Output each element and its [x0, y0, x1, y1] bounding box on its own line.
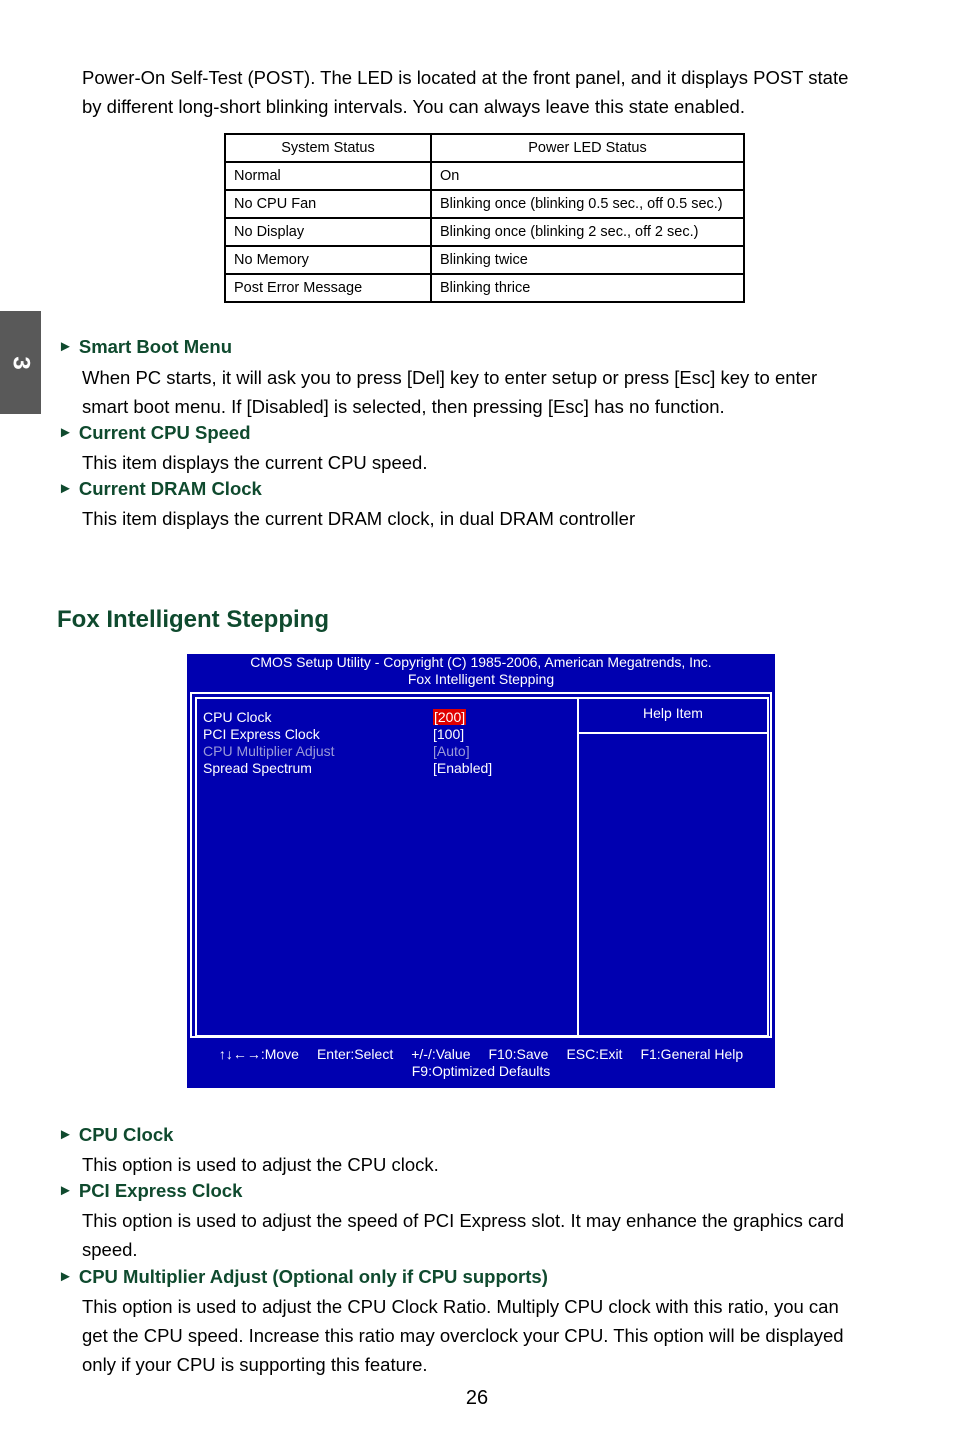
bios-setup-screen	[187, 654, 775, 1088]
key-hint-value: +/-/:Value	[411, 1046, 471, 1062]
bios-frame	[190, 692, 772, 1038]
bios-subtitle: Fox Intelligent Stepping	[407, 671, 555, 687]
bios-title: CMOS Setup Utility - Copyright (C) 1985-2006, American Megatrends, Inc.	[250, 654, 712, 670]
chapter-tab	[0, 311, 41, 414]
section-text: When PC starts, it will ask you to press [Del] key to enter setup or press [Esc] key to enter	[82, 367, 818, 388]
bios-value-pci-express-clock[interactable]: [100]	[433, 726, 465, 742]
section-title: Current CPU Speed	[78, 422, 251, 443]
chapter-number: 3	[7, 355, 35, 370]
table-cell: On	[431, 162, 744, 190]
section-text: only if your CPU is supporting this feature.	[82, 1354, 428, 1375]
section-heading-cpu-clock	[58, 1121, 173, 1149]
section-text: This item displays the current CPU speed.	[82, 452, 428, 473]
table-row	[225, 274, 744, 302]
triangle-right-icon: ►	[58, 480, 73, 497]
section-title: PCI Express Clock	[78, 1180, 243, 1201]
key-hint-save: F10:Save	[488, 1046, 549, 1062]
help-title: Help Item	[643, 705, 703, 721]
key-hint-exit: ESC:Exit	[566, 1046, 623, 1062]
key-hint-help: F1:General Help	[640, 1046, 744, 1062]
table-row	[225, 246, 744, 274]
section-text: get the CPU speed. Increase this ratio may overclock your CPU. This option will be displayed	[82, 1325, 844, 1346]
key-hint-select: Enter:Select	[316, 1046, 394, 1062]
table-cell: Normal	[225, 162, 431, 190]
section-text: This item displays the current DRAM clock, in dual DRAM controller	[82, 508, 636, 529]
bios-item-cpu-clock[interactable]: CPU Clock	[203, 709, 272, 725]
bios-panel	[195, 697, 769, 1037]
bios-value-spread-spectrum[interactable]: [Enabled]	[433, 760, 493, 776]
bios-item-pci-express-clock[interactable]: PCI Express Clock	[203, 726, 320, 742]
intro-line-1: Power-On Self-Test (POST). The LED is located at the front panel, and it displays POST state	[82, 67, 849, 88]
section-text: speed.	[82, 1239, 138, 1260]
triangle-right-icon: ►	[58, 1268, 73, 1285]
intro-line-2: by different long-short blinking intervals. You can always leave this state enabled.	[82, 96, 745, 117]
table-cell: Blinking once (blinking 2 sec., off 2 sec.)	[431, 218, 744, 246]
table-cell: No Memory	[225, 246, 431, 274]
page-heading: Fox Intelligent Stepping	[57, 606, 329, 633]
section-heading-cpu-multiplier-adjust	[58, 1263, 548, 1291]
table-cell: Blinking twice	[431, 246, 744, 274]
section-heading-current-dram-clock	[58, 475, 262, 503]
section-text: smart boot menu. If [Disabled] is selected, then pressing [Esc] has no function.	[82, 396, 725, 417]
triangle-right-icon: ►	[58, 1182, 73, 1199]
table-row	[225, 190, 744, 218]
bios-value-cpu-multiplier-adjust: [Auto]	[433, 743, 470, 759]
section-text: This option is used to adjust the CPU clock.	[82, 1154, 439, 1175]
bios-item-cpu-multiplier-adjust: CPU Multiplier Adjust	[203, 743, 335, 759]
table-cell: Blinking once (blinking 0.5 sec., off 0.5 sec.)	[431, 190, 744, 218]
triangle-right-icon: ►	[58, 338, 73, 355]
section-title: Smart Boot Menu	[78, 336, 232, 357]
section-title: CPU Clock	[78, 1124, 174, 1145]
table-row	[225, 162, 744, 190]
page-number: 26	[465, 1387, 489, 1409]
section-heading-pci-express-clock	[58, 1177, 242, 1205]
table-cell: Post Error Message	[225, 274, 431, 302]
triangle-right-icon: ►	[58, 1126, 73, 1143]
section-title: Current DRAM Clock	[78, 478, 262, 499]
section-text: This option is used to adjust the CPU Clock Ratio. Multiply CPU clock with this ratio, you can	[82, 1296, 839, 1317]
bios-item-spread-spectrum[interactable]: Spread Spectrum	[203, 760, 312, 776]
table-cell: No CPU Fan	[225, 190, 431, 218]
table-cell: No Display	[225, 218, 431, 246]
section-heading-smart-boot-menu	[58, 333, 232, 361]
key-hint-move: ↑↓←→:Move	[218, 1046, 299, 1062]
help-divider	[579, 732, 767, 734]
table-header-system-status: System Status	[225, 134, 431, 162]
power-led-status-table	[224, 133, 745, 303]
bios-divider	[577, 699, 579, 1035]
section-text: This option is used to adjust the speed of PCI Express slot. It may enhance the graphics card	[82, 1210, 844, 1231]
table-header-row	[225, 134, 744, 162]
bios-value-cpu-clock[interactable]: [200]	[434, 709, 466, 725]
table-header-power-led-status: Power LED Status	[431, 134, 744, 162]
table-cell: Blinking thrice	[431, 274, 744, 302]
section-title: CPU Multiplier Adjust (Optional only if CPU supports)	[78, 1266, 548, 1287]
section-heading-current-cpu-speed	[58, 419, 251, 447]
bios-footer	[187, 1046, 775, 1080]
key-hint-defaults: F9:Optimized Defaults	[411, 1063, 551, 1079]
table-row	[225, 218, 744, 246]
triangle-right-icon: ►	[58, 424, 73, 441]
